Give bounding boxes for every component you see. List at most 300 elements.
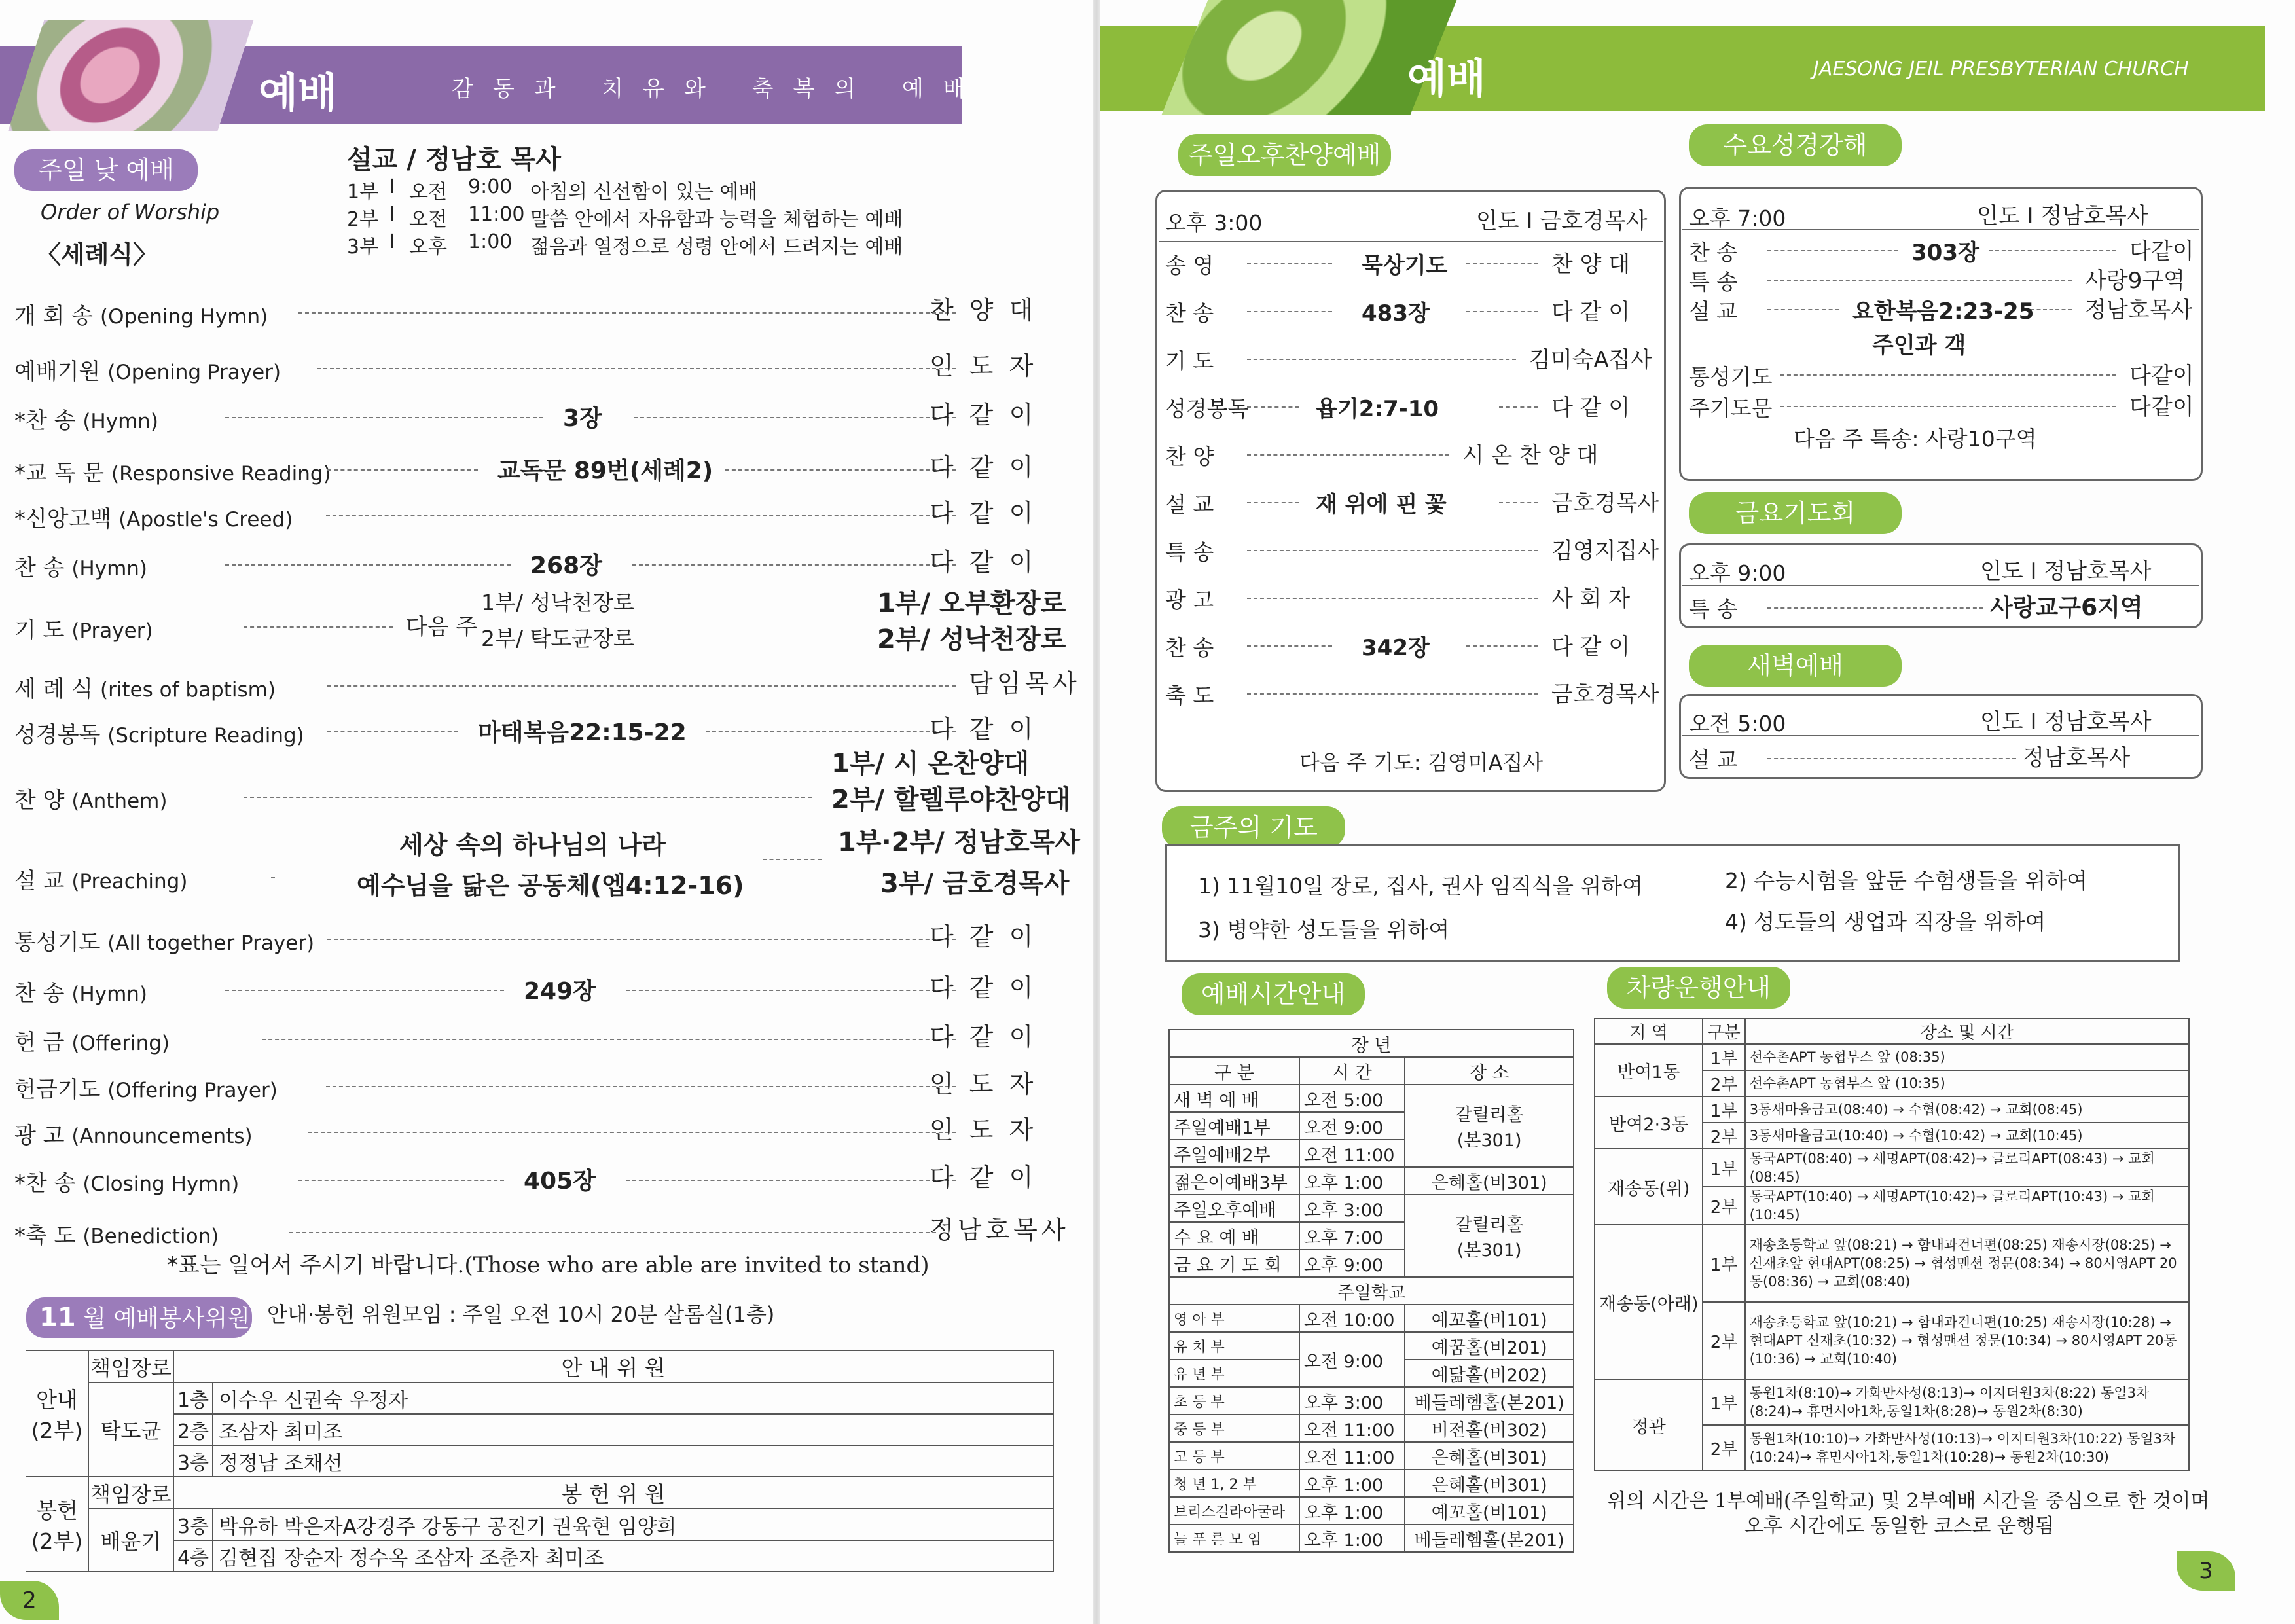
wednesday-label: 수요성경강해 <box>1689 124 1902 166</box>
sched-name: 브리스길라아굴라 <box>1169 1497 1299 1525</box>
order-label-eng: (Benediction) <box>82 1225 219 1248</box>
order-label-text: *교 독 문 <box>14 460 105 486</box>
volunteer-meeting: 안내·봉헌 위원모임 : 주일 오전 10시 20분 살롬실(1층) <box>267 1302 775 1327</box>
leader-dash <box>1247 406 1299 408</box>
leader-dash <box>626 1180 956 1181</box>
order-label-eng: (Offering Prayer) <box>107 1079 278 1102</box>
bus-row <box>1595 1225 2189 1302</box>
afternoon-time: 오후 3:00 <box>1165 210 1263 236</box>
afternoon-key: 송 영 <box>1165 253 1214 278</box>
page-number-right: 3 <box>2177 1551 2235 1591</box>
sched-name: 중 등 부 <box>1169 1415 1299 1442</box>
bus-route: 재송초등학교 앞(10:21) → 함내과건너편(10:25) 재송시장(10:28) → 현대APT 신재초(10:32) → 협성맨션 정문(10:34) → 80시영APT 20동(10:36) → 교회(10:40) <box>1745 1302 2189 1379</box>
bus-area: 반여2·3동 <box>1595 1096 1703 1149</box>
leader-dash <box>1247 693 1538 695</box>
leader-dash <box>327 685 956 687</box>
leader-dash <box>1247 454 1449 456</box>
order-label-eng: (Prayer) <box>71 619 153 643</box>
leader-dash <box>1767 309 1839 310</box>
bus-area: 반여1동 <box>1595 1044 1703 1096</box>
bus-part: 1부 <box>1703 1225 1744 1302</box>
divider <box>1159 241 1663 242</box>
page-number-left: 2 <box>0 1581 59 1620</box>
order-label-text: 개 회 송 <box>14 303 94 329</box>
order-label-7 <box>14 671 276 703</box>
order-label-text: 찬 송 <box>14 981 65 1007</box>
bus-note-1: 위의 시간은 1부예배(주일학교) 및 2부예배 시간을 중심으로 한 것이며 <box>1607 1490 2210 1513</box>
sched-place: 예꼬홀(비101) <box>1405 1305 1574 1332</box>
sched-place: 갈릴리홀 (본301) <box>1405 1085 1574 1167</box>
order-label-12 <box>14 975 147 1007</box>
order-label-eng: (Closing Hymn) <box>82 1172 240 1196</box>
sched-name: 늘 푸 른 모 임 <box>1169 1525 1299 1552</box>
sched-name: 청 년 1, 2 부 <box>1169 1470 1299 1497</box>
bus-part: 1부 <box>1703 1149 1744 1187</box>
order-label-eng: (Hymn) <box>82 410 159 433</box>
sermon-title-1: 세상 속의 하나님의 나라 <box>399 831 666 859</box>
sched-place: 예꼬홀(비101) <box>1405 1497 1574 1525</box>
afternoon-key: 광 고 <box>1165 587 1214 613</box>
floor: 3층 <box>173 1445 213 1477</box>
service-time: 9:00 <box>468 175 513 198</box>
school-row <box>1169 1415 1574 1442</box>
header-title: 예배 <box>1407 54 1486 102</box>
order-label-text: *찬 송 <box>14 1170 76 1197</box>
dawn-time: 오전 5:00 <box>1689 711 1786 736</box>
anthem-2: 2부/ 할렐루야찬양대 <box>831 785 1071 815</box>
leader-dash <box>1989 250 2116 251</box>
order-leader-1: 인 도 자 <box>930 352 1038 380</box>
leader-dash <box>225 564 511 566</box>
wed-leader: 다같이 <box>2129 394 2194 420</box>
order-leader-8: 다 같 이 <box>930 715 1038 744</box>
order-label-eng: (Scripture Reading) <box>107 724 304 748</box>
afternoon-leader: 다 같 이 <box>1551 395 1631 421</box>
sched-time: 오후 1:00 <box>1299 1497 1405 1525</box>
school-row <box>1169 1525 1574 1552</box>
service-part: 2부 <box>347 208 379 231</box>
afternoon-leader: 시 온 찬 양 대 <box>1462 442 1599 469</box>
afternoon-leader: 김미숙A집사 <box>1529 347 1652 373</box>
leader-dash <box>327 731 458 732</box>
bus-part: 1부 <box>1703 1044 1744 1070</box>
leader-dash <box>244 626 393 628</box>
service-sep: I <box>389 203 395 226</box>
sched-place: 예닮홀(비202) <box>1405 1360 1574 1387</box>
sched-place: 은혜홀(비301) <box>1405 1167 1574 1195</box>
leader-dash <box>271 877 275 878</box>
bus-table <box>1594 1018 2190 1471</box>
right-page <box>1100 0 2295 1624</box>
sched-place: 예꿈홀(비201) <box>1405 1332 1574 1360</box>
prayer-item: 1) 11월10일 장로, 집사, 권사 임직식을 위하여 <box>1198 873 1643 899</box>
col-header: 장 소 <box>1405 1057 1574 1085</box>
order-item-16: 405장 <box>524 1168 596 1195</box>
service-part: 1부 <box>347 181 379 204</box>
col-header: 시 간 <box>1299 1057 1405 1085</box>
sched-place: 갈릴리홀 (본301) <box>1405 1195 1574 1277</box>
volunteer-table <box>26 1350 1054 1572</box>
anthem-1: 1부/ 시 온찬양대 <box>831 749 1030 779</box>
order-label-eng: (Announcements) <box>71 1125 253 1148</box>
bus-route: 동국APT(08:40) → 세명APT(08:42)→ 글로리APT(08:43) → 교회(08:45) <box>1745 1149 2189 1187</box>
leader-dash <box>244 797 812 798</box>
service-time: 11:00 <box>468 203 525 226</box>
leader-dash <box>1499 406 1538 408</box>
flower-photo <box>8 20 253 131</box>
preacher-2: 3부/ 금호경목사 <box>880 869 1070 899</box>
school-row <box>1169 1332 1574 1360</box>
leader-dash <box>308 1132 956 1133</box>
preacher-1: 1부·2부/ 정남호목사 <box>838 827 1080 857</box>
order-label-4 <box>14 501 293 533</box>
sched-name: 고 등 부 <box>1169 1442 1299 1470</box>
sched-place: 은혜홀(비301) <box>1405 1470 1574 1497</box>
leader-dash <box>298 312 956 314</box>
order-leader-16: 다 같 이 <box>930 1163 1038 1192</box>
church-name: JAESONG JEIL PRESBYTERIAN CHURCH <box>1813 58 2189 81</box>
leader-dash <box>1767 758 2016 759</box>
bus-part: 2부 <box>1703 1425 1744 1471</box>
sched-time: 오전 9:00 <box>1299 1112 1405 1140</box>
order-leader-15: 인 도 자 <box>930 1115 1038 1144</box>
bus-row <box>1595 1379 2189 1425</box>
wednesday-next-special: 다음 주 특송: 사랑10구역 <box>1794 426 2037 452</box>
afternoon-next-prayer: 다음 주 기도: 김영미A집사 <box>1299 750 1544 775</box>
leader-dash <box>1767 250 1898 251</box>
afternoon-leader: 다 같 이 <box>1551 634 1631 660</box>
dawn-leader: 인도 I 정남호목사 <box>1980 709 2152 735</box>
resp-header: 책임장로 <box>88 1350 173 1382</box>
leader-dash <box>1767 280 2072 281</box>
order-item-2: 3장 <box>563 405 602 432</box>
afternoon-key: 성경봉독 <box>1165 396 1249 422</box>
guide-names: 이수우 신권숙 우정자 <box>213 1382 1053 1414</box>
guide-names: 조삼자 최미조 <box>213 1414 1053 1445</box>
order-label-11 <box>14 924 314 956</box>
order-leader-11: 다 같 이 <box>930 922 1038 951</box>
order-label-8 <box>14 717 304 749</box>
leader-dash <box>1466 645 1538 647</box>
bus-route: 동국APT(10:40) → 세명APT(10:42)→ 글로리APT(10:43) → 교회(10:45) <box>1745 1187 2189 1225</box>
order-label-2 <box>14 403 158 435</box>
afternoon-key: 축 도 <box>1165 683 1214 708</box>
wed-leader: 다같이 <box>2129 238 2194 264</box>
bus-area: 정관 <box>1595 1379 1703 1471</box>
order-label-15 <box>14 1117 253 1149</box>
afternoon-key: 특 송 <box>1165 539 1214 565</box>
leader-dash <box>632 564 956 566</box>
sched-time: 오후 1:00 <box>1299 1470 1405 1497</box>
afternoon-key: 찬 양 <box>1165 444 1214 469</box>
order-label-eng: (Offering) <box>71 1032 170 1055</box>
order-label-eng: (Responsive Reading) <box>111 462 331 486</box>
floor: 3층 <box>173 1509 213 1540</box>
sched-time: 오전 9:00 <box>1299 1332 1405 1387</box>
order-label-eng: (Preaching) <box>71 870 188 893</box>
divider <box>1682 585 2199 586</box>
afternoon-key: 찬 송 <box>1165 300 1214 326</box>
header-title: 예배 <box>259 69 337 117</box>
order-label-eng: (Apostle's Creed) <box>118 508 293 532</box>
sched-place: 베들레헴홀(본201) <box>1405 1387 1574 1415</box>
prayer-item: 2) 수능시험을 앞둔 수험생들을 위하여 <box>1725 868 2087 893</box>
leader-dash <box>326 515 956 516</box>
col-header: 구분 <box>1703 1019 1744 1044</box>
service-ampm: 오전 <box>409 181 447 204</box>
divider <box>1682 735 2199 736</box>
school-row <box>1169 1470 1574 1497</box>
friday-special: 사랑교구6지역 <box>1990 594 2143 621</box>
bus-part: 1부 <box>1703 1379 1744 1425</box>
dawn-label: 새벽예배 <box>1689 645 1902 687</box>
order-label-text: 찬 송 <box>14 555 65 581</box>
leader-dash <box>326 1086 956 1087</box>
bus-route: 선수촌APT 농협부스 앞 (08:35) <box>1745 1044 2189 1070</box>
leader-dash <box>1247 598 1538 599</box>
prayer-now-2: 2부/ 성낙천장로 <box>877 624 1066 655</box>
order-label-text: *신앙고백 <box>14 506 112 532</box>
bus-route: 동원1차(10:10)→ 가화만사성(10:13)→ 이지더원3차(10:22) 동일3차(10:24)→ 휴먼시아1차,동일1차(10:28)→ 동원2차(10:30) <box>1745 1425 2189 1471</box>
leader-dash <box>634 417 956 418</box>
order-leader-12: 다 같 이 <box>930 973 1038 1002</box>
leader-dash <box>1247 359 1516 360</box>
service-time: 1:00 <box>468 230 513 253</box>
wed-key: 통성기도 <box>1689 364 1773 389</box>
leader-dash <box>1499 502 1538 503</box>
order-label-text: 세 례 식 <box>14 676 94 702</box>
bus-route: 3동새마을금고(10:40) → 수협(10:42) → 교회(10:45) <box>1745 1123 2189 1149</box>
order-leader-0: 찬 양 대 <box>930 296 1038 325</box>
divider <box>1682 229 2199 230</box>
afternoon-leader: 사 회 자 <box>1551 586 1631 612</box>
afternoon-leader: 인도 I 금호경목사 <box>1476 208 1648 234</box>
sched-time: 오전 11:00 <box>1299 1442 1405 1470</box>
guide-header: 안 내 위 원 <box>173 1350 1053 1382</box>
leader-dash <box>262 1039 956 1040</box>
sched-time: 오후 3:00 <box>1299 1387 1405 1415</box>
order-label-0 <box>14 298 268 330</box>
offer-group: 봉헌 (2부) <box>26 1477 88 1572</box>
sched-time: 오후 7:00 <box>1299 1222 1405 1250</box>
friday-leader: 인도 I 정남호목사 <box>1980 558 2152 585</box>
leader-dash <box>1247 645 1332 647</box>
order-label-eng: (All together Prayer) <box>107 931 315 955</box>
friday-time: 오후 9:00 <box>1689 560 1786 586</box>
dawn-key: 설 교 <box>1689 747 1738 772</box>
prayer-next-2: 2부/ 탁도균장로 <box>481 626 634 651</box>
school-row <box>1169 1442 1574 1470</box>
prayer-item: 3) 병약한 성도들을 위하여 <box>1198 917 1450 943</box>
order-label-14 <box>14 1072 278 1104</box>
sched-time: 오전 10:00 <box>1299 1305 1405 1332</box>
bus-part: 2부 <box>1703 1187 1744 1225</box>
order-item-3: 교독문 89번(세례2) <box>497 458 714 484</box>
bus-route: 동원1차(8:10)→ 가화만사성(8:13)→ 이지더원3차(8:22) 동일3차(8:24)→ 휴먼시아1차,동일1차(8:28)→ 동원2차(8:30) <box>1745 1379 2189 1425</box>
bus-area: 재송동(위) <box>1595 1149 1703 1225</box>
leader-dash <box>289 1232 936 1233</box>
bus-row <box>1595 1149 2189 1187</box>
order-item-12: 249장 <box>524 978 596 1005</box>
sched-name: 젊은이예배3부 <box>1169 1167 1299 1195</box>
leader-dash <box>2031 309 2072 310</box>
leader-dash <box>1780 374 2116 376</box>
prayer-now-1: 1부/ 오부환장로 <box>877 588 1066 619</box>
leader-dash <box>1780 406 2116 407</box>
prayer-item: 4) 성도들의 생업과 직장을 위하여 <box>1725 909 2046 935</box>
leader-dash <box>1247 263 1332 264</box>
bus-row <box>1595 1044 2189 1070</box>
sched-name: 금 요 기 도 회 <box>1169 1250 1299 1277</box>
order-label-text: 설 교 <box>14 868 65 894</box>
sermon-title-2: 예수님을 닮은 공동체(엡4:12-16) <box>357 871 744 900</box>
dawn-preacher: 정남호목사 <box>2023 745 2131 771</box>
order-leader-13: 다 같 이 <box>930 1022 1038 1051</box>
sched-name: 초 등 부 <box>1169 1387 1299 1415</box>
afternoon-item: 재 위에 핀 꽃 <box>1316 492 1447 518</box>
afternoon-key: 설 교 <box>1165 492 1214 517</box>
leader-dash <box>626 990 956 991</box>
col-header: 구 분 <box>1169 1057 1299 1085</box>
wed-leader: 다같이 <box>2129 363 2194 389</box>
sched-time: 오후 1:00 <box>1299 1167 1405 1195</box>
order-label-16 <box>14 1165 239 1197</box>
sched-name: 새 벽 예 배 <box>1169 1085 1299 1112</box>
leader-dash <box>1247 550 1538 551</box>
bus-row <box>1595 1096 2189 1123</box>
order-label-6 <box>14 612 153 644</box>
sched-time: 오전 5:00 <box>1299 1085 1405 1112</box>
order-label-eng: (rites of baptism) <box>99 678 276 702</box>
school-row <box>1169 1305 1574 1332</box>
service-desc: 아침의 신선함이 있는 예배 <box>530 181 758 204</box>
order-leader-3: 다 같 이 <box>930 453 1038 482</box>
order-label-5 <box>14 550 147 582</box>
floor: 2층 <box>173 1414 213 1445</box>
leader-dash <box>706 731 956 732</box>
wednesday-sermon-title: 주인과 객 <box>1872 333 1966 359</box>
leader-dash <box>1767 607 1983 609</box>
col-header: 장소 및 시간 <box>1745 1019 2189 1044</box>
order-label-text: *찬 송 <box>14 408 76 434</box>
school-row <box>1169 1387 1574 1415</box>
order-leader-17: 정남호목사 <box>930 1216 1070 1244</box>
afternoon-item: 342장 <box>1362 635 1430 661</box>
leader-dash <box>225 990 504 991</box>
offer-header: 봉 헌 위 원 <box>173 1477 1053 1509</box>
leader-dash <box>317 368 956 369</box>
sched-time: 오후 9:00 <box>1299 1250 1405 1277</box>
order-label-eng: (Opening Hymn) <box>99 305 268 329</box>
leader-dash <box>1247 311 1332 312</box>
order-label-9 <box>14 782 167 814</box>
afternoon-leader: 찬 양 대 <box>1551 251 1631 278</box>
order-label-1 <box>14 353 281 386</box>
bus-part: 2부 <box>1703 1070 1744 1096</box>
sched-time: 오후 3:00 <box>1299 1195 1405 1222</box>
floor: 1층 <box>173 1382 213 1414</box>
service-part: 3부 <box>347 236 379 259</box>
bus-part: 2부 <box>1703 1302 1744 1379</box>
order-label-text: 광 고 <box>14 1123 65 1149</box>
friday-key: 특 송 <box>1689 596 1738 622</box>
offer-elder: 배윤기 <box>88 1509 173 1572</box>
bus-area: 재송동(아래) <box>1595 1225 1703 1379</box>
wed-key: 주기도문 <box>1689 395 1773 421</box>
order-leader-14: 인 도 자 <box>930 1070 1038 1098</box>
offer-names: 김현집 장순자 정수옥 조삼자 조춘자 최미조 <box>213 1540 1053 1572</box>
afternoon-item: 483장 <box>1362 300 1430 327</box>
wed-leader: 정남호목사 <box>2085 297 2193 323</box>
resp-header: 책임장로 <box>88 1477 173 1509</box>
bus-route: 3동새마을금고(08:40) → 수협(08:42) → 교회(08:45) <box>1745 1096 2189 1123</box>
service-ampm: 오후 <box>409 236 447 259</box>
order-label-eng: (Opening Prayer) <box>107 361 281 384</box>
order-label-text: 찬 양 <box>14 787 65 814</box>
sched-place: 베들레헴홀(본201) <box>1405 1525 1574 1552</box>
order-label-13 <box>14 1024 170 1056</box>
bus-part: 1부 <box>1703 1096 1744 1123</box>
sched-place: 비전홀(비302) <box>1405 1415 1574 1442</box>
bus-note-2: 오후 시간에도 동일한 코스로 운행됨 <box>1744 1515 2054 1538</box>
order-label-eng: (Hymn) <box>71 557 148 581</box>
leader-dash <box>1247 502 1299 503</box>
rite-title: 〈세례식〉 <box>36 240 158 269</box>
leader-dash <box>1466 263 1538 264</box>
prayer-next-1: 1부/ 성낙천장로 <box>481 590 634 615</box>
floor: 4층 <box>173 1540 213 1572</box>
order-label-text: 예배기원 <box>14 359 101 385</box>
afternoon-leader: 다 같 이 <box>1551 299 1631 325</box>
stand-note: *표는 일어서 주시기 바랍니다.(Those who are able are invited to stand) <box>167 1252 930 1278</box>
wed-leader: 사랑9구역 <box>2085 268 2186 294</box>
bus-label: 차량운행안내 <box>1607 967 1790 1009</box>
order-label-text: *축 도 <box>14 1223 76 1249</box>
service-sep: I <box>389 175 395 198</box>
afternoon-label: 주일오후찬양예배 <box>1178 134 1391 176</box>
schedule-table <box>1168 1029 1574 1553</box>
order-label-eng: (Anthem) <box>71 789 168 813</box>
sched-place: 은혜홀(비301) <box>1405 1442 1574 1470</box>
school-head: 주일학교 <box>1169 1277 1574 1305</box>
week-prayer-box <box>1165 844 2180 962</box>
wednesday-leader: 인도 I 정남호목사 <box>1977 203 2148 229</box>
leader-dash <box>225 417 543 418</box>
adult-head: 장 년 <box>1169 1030 1574 1057</box>
guide-names: 정정남 조채선 <box>213 1445 1053 1477</box>
order-leader-4: 다 같 이 <box>930 499 1038 528</box>
sched-name: 유 년 부 <box>1169 1360 1299 1387</box>
order-label-10 <box>14 863 187 895</box>
wednesday-time: 오후 7:00 <box>1689 206 1786 231</box>
order-leader-2: 다 같 이 <box>930 401 1038 429</box>
sched-name: 주일예배1부 <box>1169 1112 1299 1140</box>
sched-time: 오전 11:00 <box>1299 1415 1405 1442</box>
sched-name: 수 요 예 배 <box>1169 1222 1299 1250</box>
service-sep: I <box>389 230 395 253</box>
offer-names: 박유하 박은자A강경주 강동구 공진기 권육현 임양희 <box>213 1509 1053 1540</box>
order-label-3 <box>14 455 331 487</box>
schedule-label: 예배시간안내 <box>1182 973 1365 1015</box>
leader-dash <box>1466 311 1538 312</box>
order-of-worship: Order of Worship <box>41 200 220 225</box>
sched-name: 주일예배2부 <box>1169 1140 1299 1167</box>
volunteer-label: 11 월 예배봉사위원 <box>26 1297 252 1338</box>
sched-name: 영 아 부 <box>1169 1305 1299 1332</box>
school-row <box>1169 1497 1574 1525</box>
wed-item: 요한복음2:23-25 <box>1852 298 2034 325</box>
order-label-text: 헌 금 <box>14 1030 65 1056</box>
